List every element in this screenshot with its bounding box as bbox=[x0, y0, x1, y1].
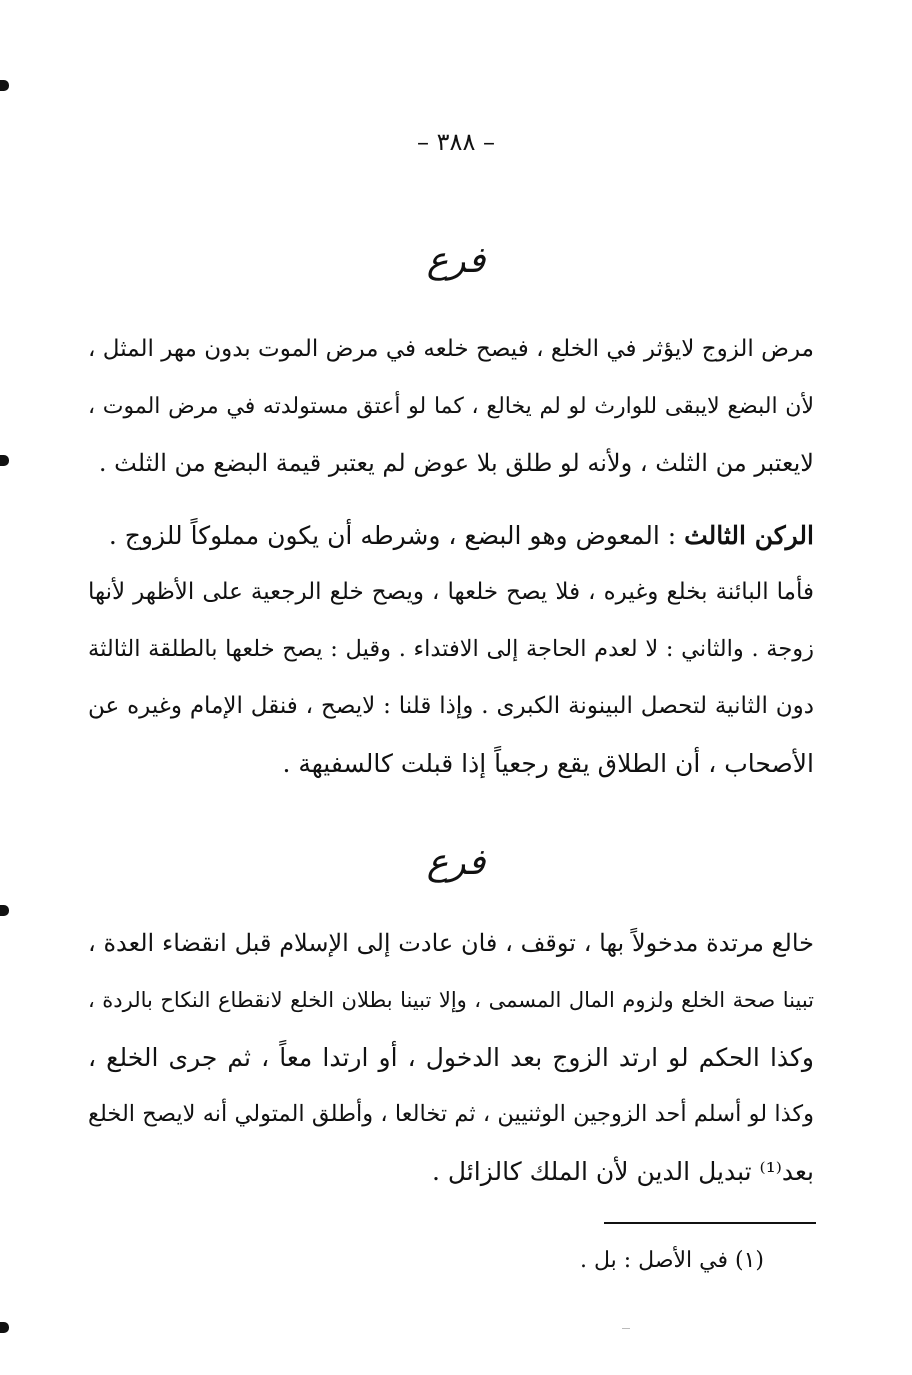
paragraph bbox=[88, 507, 814, 792]
text-line: زوجة . والثاني : لا لعدم الحاجة إلى الافتداء . وقيل : يصح خلعها بالطلقة الثالثة bbox=[88, 636, 814, 662]
scan-speck bbox=[622, 1328, 630, 1329]
text-line: فأما البائنة بخلع وغيره ، فلا يصح خلعها ، ويصح خلع الرجعية على الأظهر لأنها bbox=[88, 579, 814, 605]
scan-edge-mark bbox=[0, 80, 9, 91]
text-line: مرض الزوج لايؤثر في الخلع ، فيصح خلعه في مرض الموت بدون مهر المثل ، bbox=[88, 336, 814, 362]
text-line: دون الثانية لتحصل البينونة الكبرى . وإذا قلنا : لايصح ، فنقل الإمام وغيره عن bbox=[88, 693, 814, 719]
text-line: وكذا الحكم لو ارتد الزوج بعد الدخول ، أو ارتدا معاً ، ثم جرى الخلع ، bbox=[88, 1043, 814, 1072]
footnote-divider bbox=[604, 1222, 816, 1224]
text-line: تبينا صحة الخلع ولزوم المال المسمى ، وإلا تبينا بطلان الخلع لانقطاع النكاح بالردة ، bbox=[88, 988, 814, 1012]
paragraph bbox=[88, 321, 814, 492]
scan-edge-mark bbox=[0, 455, 9, 466]
text-line: خالع مرتدة مدخولاً بها ، توقف ، فان عادت إلى الإسلام قبل انقضاء العدة ، bbox=[88, 929, 814, 957]
text-line: بعد⁽¹⁾ تبديل الدين لأن الملك كالزائل . bbox=[431, 1157, 814, 1186]
text-line bbox=[88, 507, 814, 564]
text-line-rest: : المعوض وهو البضع ، وشرطه أن يكون مملوكاً للزوج . bbox=[108, 521, 677, 550]
text-line: وكذا لو أسلم أحد الزوجين الوثنيين ، ثم تخالعا ، وأطلق المتولي أنه لايصح الخلع bbox=[88, 1101, 814, 1127]
scan-edge-mark bbox=[0, 1322, 9, 1333]
lead-term: الركن الثالث bbox=[684, 521, 814, 550]
text-line: لايعتبر من الثلث ، ولأنه لو طلق بلا عوض لم يعتبر قيمة البضع من الثلث . bbox=[98, 449, 814, 477]
section-heading: فرع bbox=[426, 240, 486, 281]
section-heading: فرع bbox=[426, 842, 486, 883]
footnote: (١) في الأصل : بل . bbox=[579, 1248, 764, 1273]
text-line: لأن البضع لايبقى للوارث لو لم يخالع ، كما لو أعتق مستولدته في مرض الموت ، bbox=[88, 394, 814, 419]
scan-edge-mark bbox=[0, 905, 9, 916]
text-line: الأصحاب ، أن الطلاق يقع رجعياً إذا قبلت كالسفيهة . bbox=[282, 749, 814, 778]
page-number: – ٣٨٨ – bbox=[417, 128, 495, 156]
paragraph bbox=[88, 915, 814, 1200]
